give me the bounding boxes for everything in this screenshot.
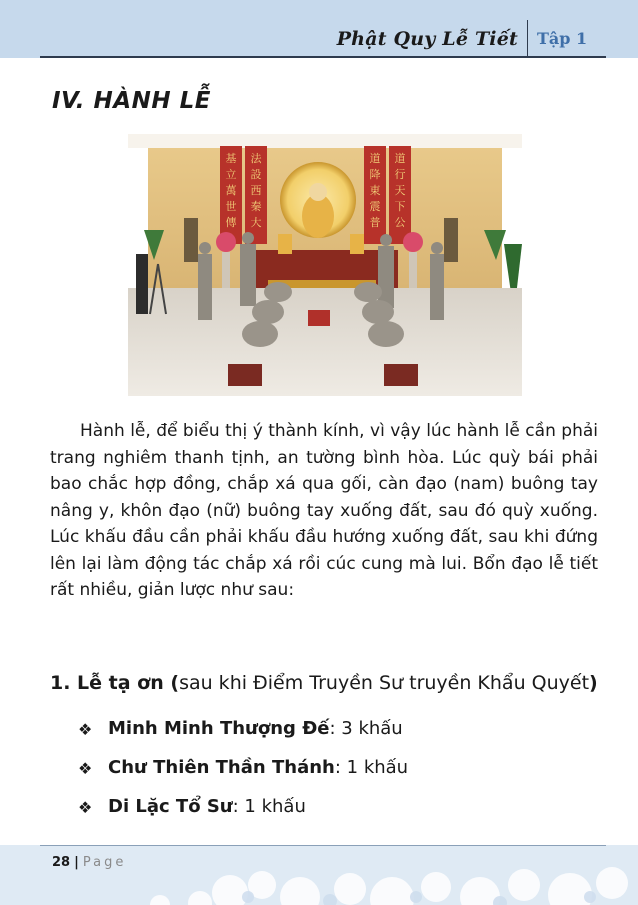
list-item	[78, 757, 408, 796]
subsection-heading	[50, 672, 598, 694]
ceremony-photo	[128, 134, 522, 396]
item-name: Minh Minh Thượng Đế	[108, 718, 330, 739]
item-name: Chư Thiên Thần Thánh	[108, 757, 335, 778]
svg-text:基: 基	[225, 152, 237, 165]
item-count: : 3 khấu	[329, 718, 403, 739]
list-item	[78, 796, 408, 835]
svg-text:傳: 傳	[225, 216, 237, 229]
svg-text:降: 降	[369, 168, 381, 181]
list-item	[78, 718, 408, 757]
svg-text:普: 普	[369, 216, 381, 229]
diamond-bullet-icon: ❖	[78, 720, 93, 739]
subsection-title: 1. Lễ tạ ơn (	[50, 672, 180, 694]
header-rule	[40, 56, 606, 58]
svg-text:公: 公	[394, 216, 406, 229]
svg-text:法: 法	[250, 152, 262, 165]
bow-list	[78, 718, 408, 835]
svg-text:萬: 萬	[225, 184, 237, 197]
svg-text:立: 立	[225, 168, 237, 181]
item-count: : 1 khấu	[334, 757, 409, 778]
svg-text:大: 大	[250, 216, 262, 229]
header-separator	[527, 20, 528, 57]
volume-label: Tập 1	[537, 29, 588, 48]
section-heading: IV. HÀNH LỄ	[52, 88, 211, 114]
diamond-bullet-icon: ❖	[78, 759, 93, 778]
subsection-close: )	[589, 672, 598, 694]
svg-text:世: 世	[225, 200, 237, 213]
svg-text:震: 震	[369, 200, 381, 213]
svg-text:道: 道	[394, 152, 406, 165]
body-paragraph: Hành lễ, để biểu thị ý thành kính, vì vậy lúc hành lễ cần phải trang nghiêm thanh tịnh, an tường bình hòa. Lúc quỳ bái phải bao chắc hợp đồng, chắp xá qua gối, càn đạo (nam) buông tay nâng y, khôn đạo (nữ) buông tay xuống đất, sau đó quỳ xuống. Lúc khấu đầu cần phải khấu đầu hướng xuống đất, sau khi đứng lên lại làm động tác chắp xá rồi cúc cung mà lui. Bổn đạo lễ tiết rất nhiều, giản lược như sau:	[50, 421, 598, 600]
item-name: Di Lặc Tổ Sư	[108, 796, 233, 817]
page-number	[52, 855, 126, 870]
footer-band	[0, 845, 638, 905]
svg-text:東: 東	[369, 184, 381, 197]
svg-text:設: 設	[250, 168, 262, 181]
diamond-bullet-icon: ❖	[78, 798, 93, 817]
book-title: Phật Quy Lễ Tiết	[336, 28, 518, 50]
svg-text:秦: 秦	[250, 200, 262, 213]
snow-flowers-decoration	[0, 845, 638, 905]
svg-text:西: 西	[250, 184, 262, 197]
subsection-note: sau khi Điểm Truyền Sư truyền Khẩu Quyết	[179, 672, 590, 694]
item-count: : 1 khấu	[232, 796, 306, 817]
svg-text:天: 天	[394, 184, 406, 197]
svg-text:下: 下	[394, 200, 406, 213]
svg-text:行: 行	[394, 168, 406, 181]
page-number-value: 28	[52, 855, 71, 870]
svg-text:道: 道	[369, 152, 381, 165]
page-label: Page	[82, 855, 127, 870]
page-separator: |	[74, 855, 79, 870]
footer-rule	[40, 845, 606, 846]
